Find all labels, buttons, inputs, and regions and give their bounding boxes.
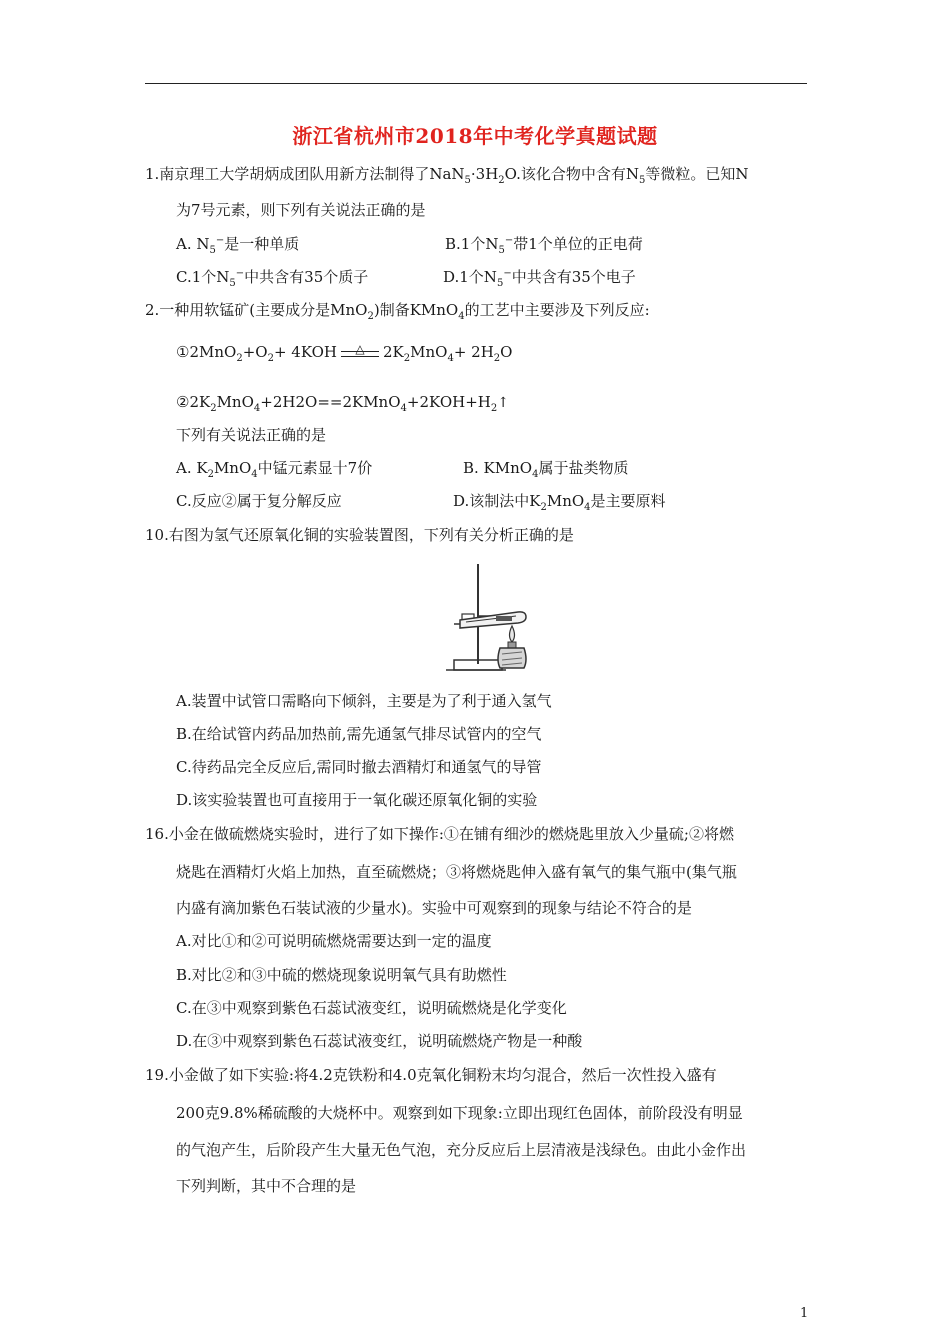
q2-option-a: A. $K_2MnO_4$中锰元素显十7价 [176,459,373,480]
q19-stem-line2: 200克9.8%稀硫酸的大烧杯中。观察到如下现象:立即出现红色固体，前阶段没有明显 [176,1104,743,1122]
heat-condition-sign: △ [339,347,381,359]
page-title: 浙江省杭州市2018年中考化学真题试题 [292,124,658,148]
q19-stem-line4: 下列判断，其中不合理的是 [176,1177,357,1195]
q10-option-a: A.装置中试管口需略向下倾斜，主要是为了利于通入氢气 [176,692,552,710]
q2-reaction-1: $①2MnO_2+O_2+ 4KOH$ △ $2K_2MnO_4+ 2H_2O$ [176,342,513,364]
header-rule [145,83,807,84]
q16-option-b: B.对比②和③中硫的燃烧现象说明氧气具有助燃性 [176,966,507,984]
q16-option-c: C.在③中观察到紫色石蕊试液变红，说明硫燃烧是化学变化 [176,999,567,1017]
q16-stem-line1: 16.小金在做硫燃烧实验时，进行了如下操作:①在铺有细沙的燃烧匙里放入少量硫;②将燃 [145,825,734,843]
q10-option-d: D.该实验装置也可直接用于一氧化碳还原氧化铜的实验 [176,791,538,809]
q1-option-c: C.1个$N_5^-$中共含有35个质子 [176,268,369,289]
q2-option-c: C.反应②属于复分解反应 [176,492,342,510]
q1-stem-line2: 为7号元素，则下列有关说法正确的是 [176,201,426,219]
q16-stem-line2: 烧匙在酒精灯火焰上加热，直至硫燃烧；③将燃烧匙伸入盛有氧气的集气瓶中(集气瓶 [176,863,737,881]
q19-stem-line3: 的气泡产生，后阶段产生大量无色气泡，充分反应后上层清液是浅绿色。由此小金作出 [176,1141,747,1159]
q1-option-d: D.1个$N_5^-$中共含有35个电子 [443,268,636,289]
gas-up-arrow-icon: ↑ [497,395,509,411]
q1-option-a: A. $N_5^-$是一种单质 [176,235,300,256]
q2-option-b: B. KMnO$_4$属于盐类物质 [463,459,629,480]
q1-option-b: B.1个$N_5^-$带1个单位的正电荷 [445,235,643,256]
q1-stem-line1: 1.南京理工大学胡炳成团队用新方法制得了$NaN_5\cdot 3H_2O$.该化合物中含有$N_5$等微粒。已知N [145,165,749,186]
q10-option-c: C.待药品完全反应后,需同时撤去酒精灯和通氢气的导管 [176,758,542,776]
hydrogen-reduction-apparatus-figure [440,556,540,674]
q2-prompt: 下列有关说法正确的是 [176,426,327,444]
q2-reaction-2: $②2K_2MnO_4+2H2O==2KMnO_4+2KOH+H_2↑$ [176,393,509,414]
q10-stem: 10.右图为氢气还原氧化铜的实验装置图，下列有关分析正确的是 [145,526,574,544]
q19-stem-line1: 19.小金做了如下实验:将4.2克铁粉和4.0克氧化铜粉末均匀混合，然后一次性投入盛有 [145,1066,717,1084]
q2-option-d: D.该制法中$K_2MnO_4$是主要原料 [453,492,666,513]
page-number: 1 [800,1306,809,1321]
q16-option-a: A.对比①和②可说明硫燃烧需要达到一定的温度 [176,932,492,950]
q2-stem-line1: 2.一种用软锰矿(主要成分是MnO$_2$)制备KMnO$_4$的工艺中主要涉及下列反应: [145,301,650,322]
q16-stem-line3: 内盛有滴加紫色石装试液的少量水)。实验中可观察到的现象与结论不符合的是 [176,899,692,917]
q16-option-d: D.在③中观察到紫色石蕊试液变红，说明硫燃烧产物是一种酸 [176,1032,583,1050]
q10-option-b: B.在给试管内药品加热前,需先通氢气排尽试管内的空气 [176,725,542,743]
